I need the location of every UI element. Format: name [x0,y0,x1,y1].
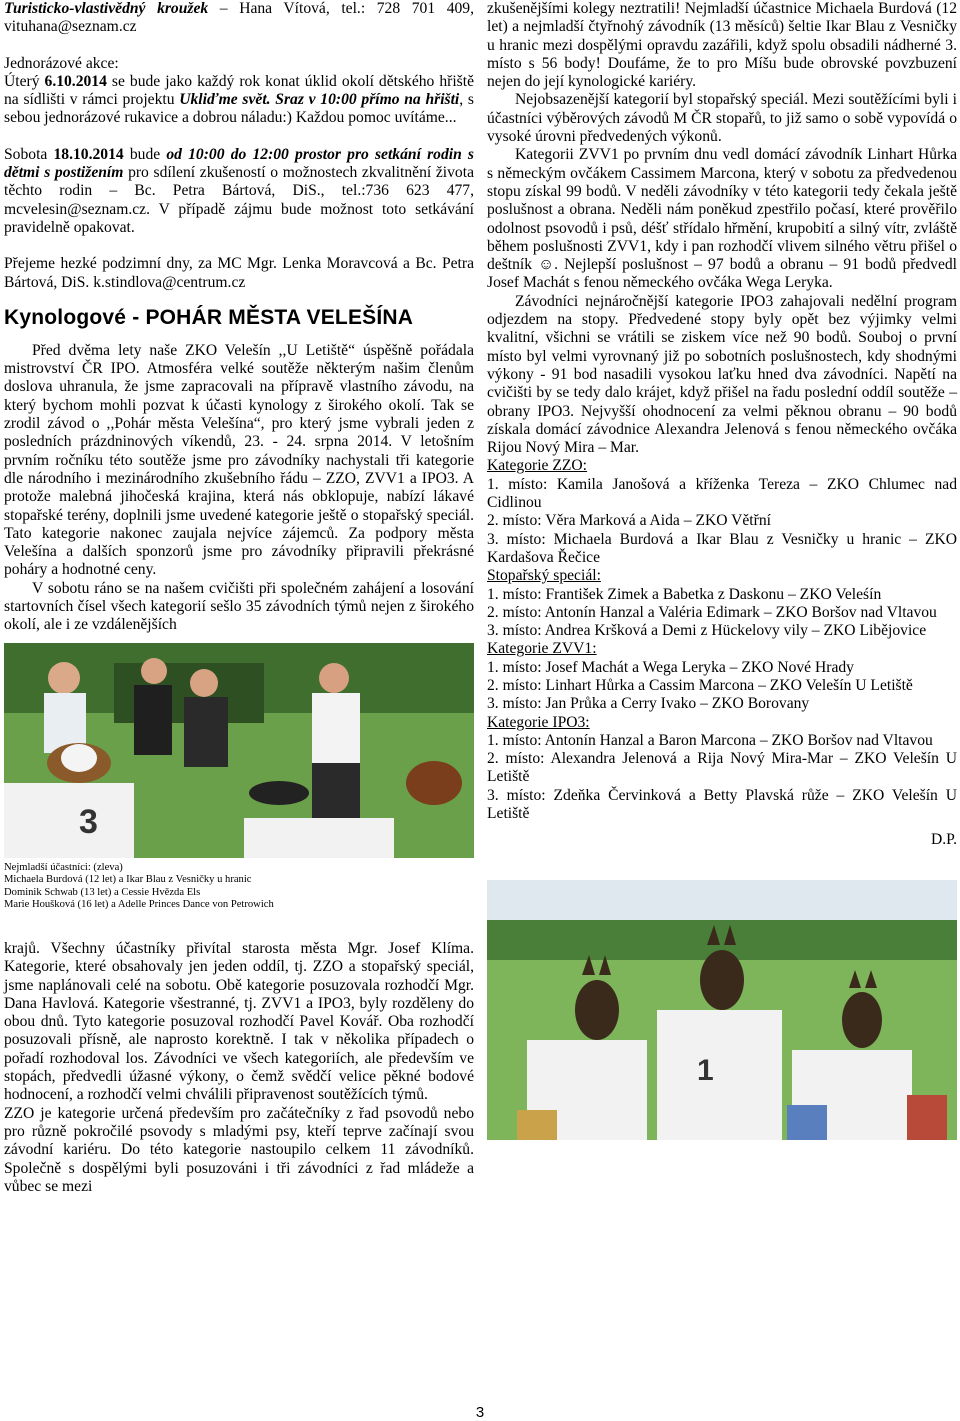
article-title: Kynologové - POHÁR MĚSTA VELEŠÍNA [4,305,414,329]
event1-meeting: Sraz v 10:00 přímo na hřišti [275,91,460,109]
caption-line: Nejmladší účastníci: (zleva) [4,861,123,873]
event1-project: Ukliďme svět. [179,91,271,109]
one-off-heading: Jednorázové akce: [4,54,119,72]
result-item: 2. místo: Alexandra Jelenová a Rija Nový Mira-Mar – ZKO Velešín U Letiště [487,750,957,786]
event-cleanup [4,73,474,128]
result-item: 1. místo: Josef Machát a Wega Leryka – ZKO Nové Hrady [487,658,854,676]
page-number: 3 [475,1404,485,1421]
results-heading-text: Kategorie IPO3: [487,713,590,731]
results-heading-text: Kategorie ZVV1: [487,640,597,658]
result-item: 3. místo: Zdeňka Červinková a Betty Plavská růže – ZKO Velešín U Letiště [487,786,957,823]
event1-rest: , s sebou jednorázové rukavice a dobrou náladu:) Každou pomoc uvítáme... [4,91,474,127]
result-item: 2. místo: Antonín Hanzal a Valéria Edimark – ZKO Boršov nad Vltavou [487,603,937,621]
result-item: 3. místo: Andrea Kršková a Demi z Hückelovy vily – ZKO Libějovice [487,622,927,640]
result-item: 1. místo: František Zimek a Babetka z Daskonu – ZKO Veleśín [487,585,882,603]
results-heading [487,457,957,475]
podium-number-3: 3 [79,802,98,841]
caption-line: Dominik Schwab (13 let) a Cessie Hvězda Els [4,886,201,898]
article-paragraph-7: Kategorii ZVV1 po prvním dnu vedl domácí závodník Linhart Hůrka s německým ovčákem Cassimem Marcona, který v sobotu za předvedenou stopu získal 99 bodů. V neděli závodníky v této kategorii tedy čekala ještě poslušnost a obrana. Neděli nám poněkud zpestřilo počasí, které prověřilo odolnost psovodů i psů, déšť střídalo hřmění, krupobití a silný vítr, zvláště během poslušnosti ZVV1, kdy i pan rozhodčí vlivem silného větru přišel o deštník ☺. Nejlepší poslušnost – 97 bodů a obranu – 91 bodů předvedl Josef Machát s fenou německého ovčáka Wega Leryka. [487,146,957,292]
article-paragraph-3: krajů. Všechny účastníky přivítal starosta města Mgr. Josef Klíma. Kategorie, které obsahovaly jen jeden oddíl, tj. ZZO a stopařský speciál, jsme naplánovali celé na sobotu. Obě kategorie posuzovala rozhodčí Mgr. Dana Havlová. Kategorie všestranné, tj. ZVV1 a IPO3, byly rozděleny do obou dnů. Tyto kategorie posuzoval rozhodčí Pavel Kovář. Oba rozhodčí posuzovali přísně, ale naprosto korektně. I tak v několika případech o pořadí rozhodoval los. Závodníci ve všech kategoriích, ale především ve stopách, předvedli úžasné výkony, o čemž svědčí velice pěkné bodové hodnocení, a rozhodčí velmi chválili připravenost soutěžících týmů. [4,939,474,1104]
event1-date: 6.10.2014 [44,72,107,90]
results-heading [487,714,957,732]
caption-line: Marie Houšková (16 let) a Adelle Princes Dance von Petrowich [4,899,274,911]
article-paragraph-6: Nejobsazenější kategorií byl stopařský speciál. Mezi soutěžícími byli i účastníci výběrových závodů M ČR stopařů, to již samo o sobě vypovídá o vysoké úrovni předvedených výkonů. [487,91,957,146]
caption-line: Michaela Burdová (12 let) a Ikar Blau z Vesničky u hranic [4,874,252,886]
event1-day: Úterý [4,72,45,90]
result-item: 3. místo: Michaela Burdová a Ikar Blau z Vesničky u hranic – ZKO Kardašova Řečice [487,530,957,566]
club-contact: – Hana Vítová, tel.: 728 701 409, vituhana@seznam.cz [4,0,475,36]
result-item: 2. místo: Věra Marková a Aida – ZKO Větřní [487,512,771,530]
left-column [4,0,474,1196]
results-list [487,457,957,823]
event2-day: Sobota [4,145,54,163]
article-paragraph-4: ZZO je kategorie určená především pro začátečníky z řad psovodů nebo pro různě pokročilé psovody s mladými psy, kteří teprve začínají svou závodní kariéru. Do této kategorie nastoupilo celkem 11 závodníků. Společně s dospělými byli posuzováni i tři závodníci z řad mládeže a vůbec se mezi [4,1104,474,1195]
event1-text: se bude jako každý rok konat úklid okolí dětského hřiště na sídlišti v rámci projektu [4,72,474,109]
club-line [4,0,474,37]
youngest-participants-illustration [4,643,474,858]
wishes: Přejeme hezké podzimní dny, za MC Mgr. Lenka Moravcová a Bc. Petra Bártová, DiS. k.stindlova@centrum.cz [4,255,474,291]
result-item: 2. místo: Linhart Hůrka a Cassim Marcona – ZKO Velešín U Letiště [487,676,913,694]
results-heading [487,640,957,658]
result-item: 3. místo: Jan Průka a Cerry Ivako – ZKO Borovany [487,695,810,713]
result-item: 1. místo: Antonín Hanzal a Baron Marcona – ZKO Boršov nad Vltavou [487,731,933,749]
youngest-participants-photo [4,643,474,858]
results-heading-text: Kategorie ZZO: [487,457,588,475]
article-paragraph-8: Závodníci nejnáročnější kategorie IPO3 zahajovali nedělní program odjezdem na stopy. Předvedené stopy byly opět bez výjimky velmi kvalitní, všichni se vrátili se ziskem více než 90 bodů. Souboj o první místo byl velmi vyrovnaný již po sobotních poslušnostech, kdy shodnými výkony - 91 bod nasadili vysokou laťku hned dva závodníci. Napětí na cvičišti by se tedy dalo krájet, když přišel na řadu poslední oddíl soutěže – obrany IPO3. Nejvyšší ohodnocení za velmi pěknou obranu – 90 bodů získala domácí závodnice Alexandra Jelenová s fenou německého ovčáka Rijou Nový Mira – Mar. [487,292,957,457]
signature: D.P. [930,831,957,849]
right-column [487,0,957,1140]
article-paragraph-1: Před dvěma lety naše ZKO Velešín ,,U Letiště“ úspěšně pořádala mistrovství ČR IPO. Atmosféra velké soutěže některým našim členům doslova uhranula, že jsme zapracovali na přípravě vlastního závodu, na který bychom mohli pozvat k účasti kynology z širokého okolí. Tak se zrodil závod o ,,Pohár města Velešína“, pro který jsme vybrali jeden z posledních prázdninových víkendů, 23. - 24. srpna 2014. V letošním prvním ročníku této soutěže jsme pro závodníky nachystali tři kategorie dle národního i mezinárodního zkušebního řádu – ZZO, ZVV1 a IPO3. A protože malebná jihočeská krajina, která nás obklopuje, nabízí lákavé stopařské terény, doplnili jsme uvedené kategorie ještě o stopařský speciál. Tato kategorie nakonec zaujala nejvíce zájemců. Za podpory města Velešína a dalších sponzorů jsme pro závodníky připravili překrásné poháry a hodnotné ceny. [4,341,474,579]
event2-time: od 10:00 do 12:00 prostor pro setkání rodin s dětmi s postižením [4,145,475,182]
event2-date: 18.10.2014 [53,145,124,163]
article-paragraph-2: V sobotu ráno se na našem cvičišti při společném zahájení a losování startovních čísel všech kategorií sešlo 35 závodních týmů nejen z širokého okolí, ale i ze vzdálenějších [4,579,474,634]
event-families [4,146,474,237]
event2-text: bude [123,145,167,163]
ipo3-winners-illustration [487,880,957,1140]
article-paragraph-5: zkušenějšími kolegy neztratili! Nejmladší účastnice Michaela Burdová (12 let) a nejmladší čtyřnohý závodník (13 měsíců) šeltie Ikar Blau z Vesničky u hranic mezi dospělými opravdu zazářili, když spolu obsadili nádherné 3. místo s 56 body! Doufáme, že to pro Míšu bude obrovské povzbuzení nejen do její kynologické kariéry. [487,0,957,91]
event2-rest: pro sdílení zkušeností o možnostech zkvalitnění života těchto rodin – Bc. Petra Bártová, DiS., tel.:736 623 477, mcvelesin@seznam.cz. V případě zájmu bude možnost toto setkávání pravidelně opakovat. [4,164,474,236]
ipo3-winners-photo [487,880,957,1140]
results-heading-text: Stopařský speciál: [487,567,601,585]
photo-caption [4,862,474,912]
club-name: Turisticko-vlastivědný kroužek [4,0,209,17]
result-item: 1. místo: Kamila Janošová a kříženka Tereza – ZKO Chlumec nad Cidlinou [487,475,957,512]
podium-number-1: 1 [697,1053,714,1087]
results-heading [487,567,957,585]
